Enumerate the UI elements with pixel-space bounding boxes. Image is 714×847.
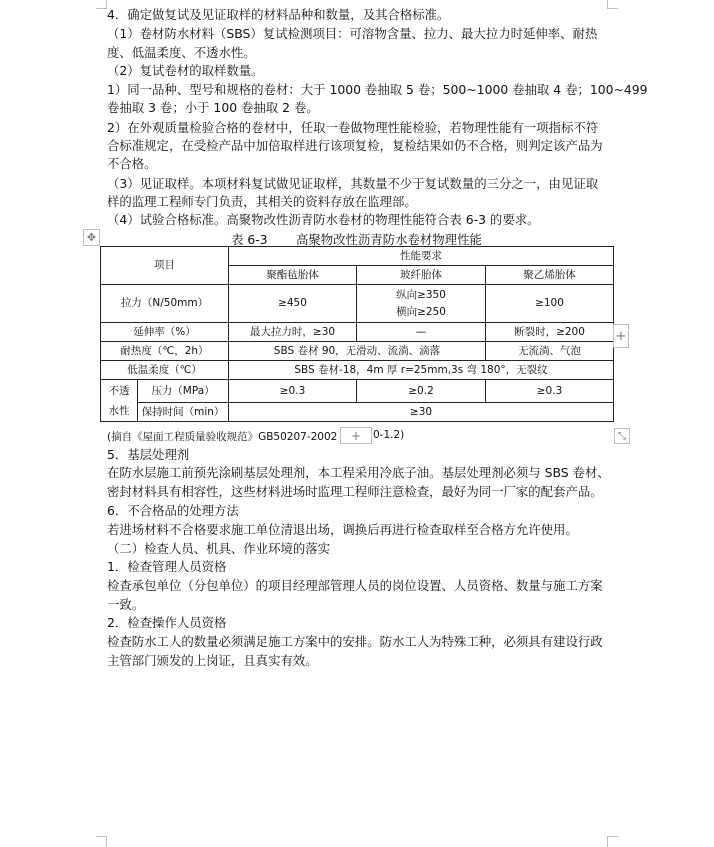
paragraph: （4）试验合格标准。高聚物改性沥青防水卷材的物理性能符合表 6-3 的要求。 xyxy=(107,212,540,227)
source-suffix: 0-1.2) xyxy=(373,429,405,441)
paragraph: 2）在外观质量检验合格的卷材中，任取一卷做物理性能检验，若物理性能有一项指标不符 xyxy=(107,120,599,135)
paragraph: 1）同一品种、型号和规格的卷材：大于 1000 卷抽取 5 卷；500~1000 卷抽取 4 卷；100~499 xyxy=(107,82,648,97)
property-table xyxy=(100,246,614,422)
section-heading: 2．检查操作人员资格 xyxy=(107,615,227,630)
table-title: 高聚物改性沥青防水卷材物理性能 xyxy=(296,232,482,247)
table-cell: — xyxy=(357,323,486,342)
row-label-elongation: 延伸率（%） xyxy=(101,323,229,342)
margin-corner-bottom-left xyxy=(96,836,107,847)
paragraph: 合标准规定，在受检产品中加倍取样进行该项复检，复检结果如仍不合格，则判定该产品为 xyxy=(107,138,603,153)
table-cell: 无流淌、气泡 xyxy=(486,342,614,361)
paragraph: 在防水层施工前预先涂刷基层处理剂，本工程采用冷底子油。基层处理剂必须与 SBS 卷材、 xyxy=(107,465,610,480)
row-label-hold-time: 保持时间（min） xyxy=(138,403,229,422)
paragraph: 一致。 xyxy=(107,597,145,612)
margin-corner-bottom-right xyxy=(607,836,618,847)
table-cell: ≥0.3 xyxy=(486,380,614,403)
table-cell: ≥450 xyxy=(229,285,357,323)
source-text: (摘自《屋面工程质量验收规范》GB50207-2002 xyxy=(107,431,338,443)
paragraph: （2）复试卷材的取样数量。 xyxy=(107,63,264,78)
header-glassfiber: 玻纤胎体 xyxy=(357,266,486,285)
paragraph: 主管部门颁发的上岗证，且真实有效。 xyxy=(107,653,318,668)
paragraph: 样的监理工程师专门负责，其相关的资料存放在监理部。 xyxy=(107,194,417,209)
add-row-button[interactable]: + xyxy=(340,427,372,444)
row-label-heat-resistance: 耐热度（℃，2h） xyxy=(101,342,229,361)
margin-corner-top-left xyxy=(96,0,107,9)
section-heading: 1．检查管理人员资格 xyxy=(107,559,227,574)
paragraph: 不合格。 xyxy=(107,156,157,171)
table-cell: 断裂时，≥200 xyxy=(486,323,614,342)
section-heading: 5．基层处理剂 xyxy=(107,447,190,462)
table-cell: ≥100 xyxy=(486,285,614,323)
table-cell xyxy=(357,285,486,323)
row-group-impermeability: 不透水性 xyxy=(101,380,138,422)
row-label-tension: 拉力（N/50mm） xyxy=(101,285,229,323)
paragraph: （3）见证取样。本项材料复试做见证取样，其数量不少于复试数量的三分之一，由见证取 xyxy=(107,176,599,191)
paragraph: （1）卷材防水材料（SBS）复试检测项目：可溶物含量、拉力、最大拉力时延伸率、耐热 xyxy=(107,26,598,41)
paragraph: 密封材料具有相容性，这些材料进场时监理工程师注意检查，最好为同一厂家的配套产品。 xyxy=(107,484,603,499)
header-item: 项目 xyxy=(101,247,229,285)
table-cell: ≥30 xyxy=(229,403,614,422)
section-heading: 6．不合格品的处理方法 xyxy=(107,503,239,518)
table-cell: SBS 卷材 90，无滑动、流淌、滴落 xyxy=(229,342,486,361)
cell-line: 纵向≥350 xyxy=(396,288,446,301)
table-cell: 最大拉力时，≥30 xyxy=(229,323,357,342)
table-cell: ≥0.2 xyxy=(357,380,486,403)
table-number: 表 6-3 xyxy=(231,232,268,247)
table-resize-handle[interactable]: ⤡ xyxy=(614,428,630,444)
section-heading: （二）检查人员、机具、作业环境的落实 xyxy=(107,541,331,556)
table-cell: ≥0.3 xyxy=(229,380,357,403)
margin-corner-top-right xyxy=(607,0,618,9)
table-source-note xyxy=(107,429,337,444)
paragraph: 度、低温柔度、不透水性。 xyxy=(107,45,256,60)
row-label-pressure: 压力（MPa） xyxy=(138,380,229,403)
header-performance: 性能要求 xyxy=(229,247,614,266)
paragraph: 检查承包单位（分包单位）的项目经理部管理人员的岗位设置、人员资格、数量与施工方案 xyxy=(107,578,603,593)
header-polyester: 聚酯毡胎体 xyxy=(229,266,357,285)
table-move-handle[interactable]: ✥ xyxy=(83,229,100,246)
paragraph: 4．确定做复试及见证取样的材料品种和数量，及其合格标准。 xyxy=(107,7,450,22)
header-polyethylene: 聚乙烯胎体 xyxy=(486,266,614,285)
paragraph: 卷抽取 3 卷；小于 100 卷抽取 2 卷。 xyxy=(107,100,319,115)
cell-line: 横向≥250 xyxy=(396,305,446,318)
add-column-button[interactable]: + xyxy=(613,324,629,348)
row-label-low-temp-flexibility: 低温柔度（℃） xyxy=(101,361,229,380)
table-cell: SBS 卷材-18，4m 厚 r=25mm,3s 弯 180°，无裂纹 xyxy=(229,361,614,380)
paragraph: 检查防水工人的数量必须满足施工方案中的安排。防水工人为特殊工种，必须具有建设行政 xyxy=(107,634,603,649)
paragraph: 若进场材料不合格要求施工单位清退出场，调换后再进行检查取样至合格方允许使用。 xyxy=(107,522,578,537)
